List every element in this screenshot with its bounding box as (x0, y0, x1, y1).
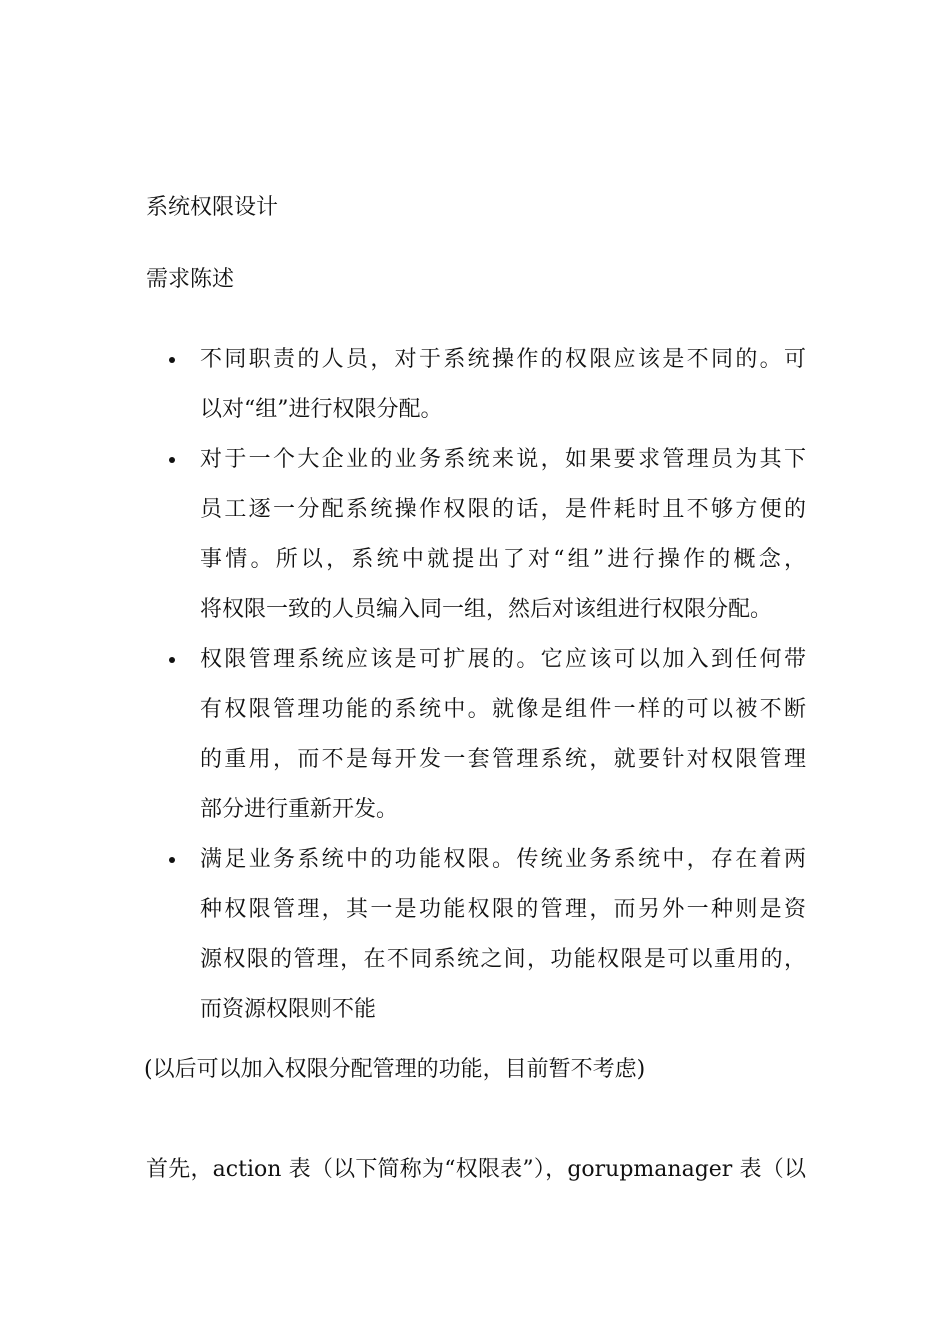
list-item (200, 335, 806, 435)
list-item-line: 有权限管理功能的系统中。就像是组件一样的可以被不断 (200, 697, 806, 722)
bullet-icon (169, 657, 175, 663)
list-item-line: 源权限的管理，在不同系统之间，功能权限是可以重用的， (200, 947, 806, 972)
body-paragraph: 首先，action 表（以下简称为“权限表”），gorupmanager 表（以 (146, 1157, 806, 1182)
section-heading: 需求陈述 (146, 267, 235, 292)
list-item-text (200, 435, 806, 635)
list-item-text (200, 635, 806, 835)
list-item-line: 不同职责的人员，对于系统操作的权限应该是不同的。可 (200, 347, 806, 372)
list-item-text (200, 835, 806, 1035)
bullet-icon (169, 457, 175, 463)
list-item-line: 事情。所以，系统中就提出了对“组”进行操作的概念， (200, 547, 806, 572)
list-item-line: 权限管理系统应该是可扩展的。它应该可以加入到任何带 (200, 647, 806, 672)
list-item-line: 以对“组”进行权限分配。 (200, 397, 443, 422)
list-item-line: 种权限管理，其一是功能权限的管理，而另外一种则是资 (200, 897, 806, 922)
list-item-line: 的重用，而不是每开发一套管理系统，就要针对权限管理 (200, 747, 806, 772)
list-item-line: 部分进行重新开发。 (200, 797, 399, 822)
list-item-line: 对于一个大企业的业务系统来说，如果要求管理员为其下 (200, 447, 806, 472)
document-title: 系统权限设计 (146, 195, 279, 220)
list-item-line: 满足业务系统中的功能权限。传统业务系统中，存在着两 (200, 847, 806, 872)
list-item-line: 员工逐一分配系统操作权限的话，是件耗时且不够方便的 (200, 497, 806, 522)
list-item-line: 将权限一致的人员编入同一组，然后对该组进行权限分配。 (200, 597, 773, 622)
list-item-line: 而资源权限则不能 (200, 997, 377, 1022)
list-item (200, 435, 806, 635)
list-item (200, 635, 806, 835)
note-text: (以后可以加入权限分配管理的功能，目前暂不考虑) (144, 1057, 646, 1082)
list-item-text (200, 335, 806, 435)
bullet-icon (169, 357, 175, 363)
list-item (200, 835, 806, 1035)
requirements-list (0, 335, 950, 1035)
bullet-icon (169, 857, 175, 863)
